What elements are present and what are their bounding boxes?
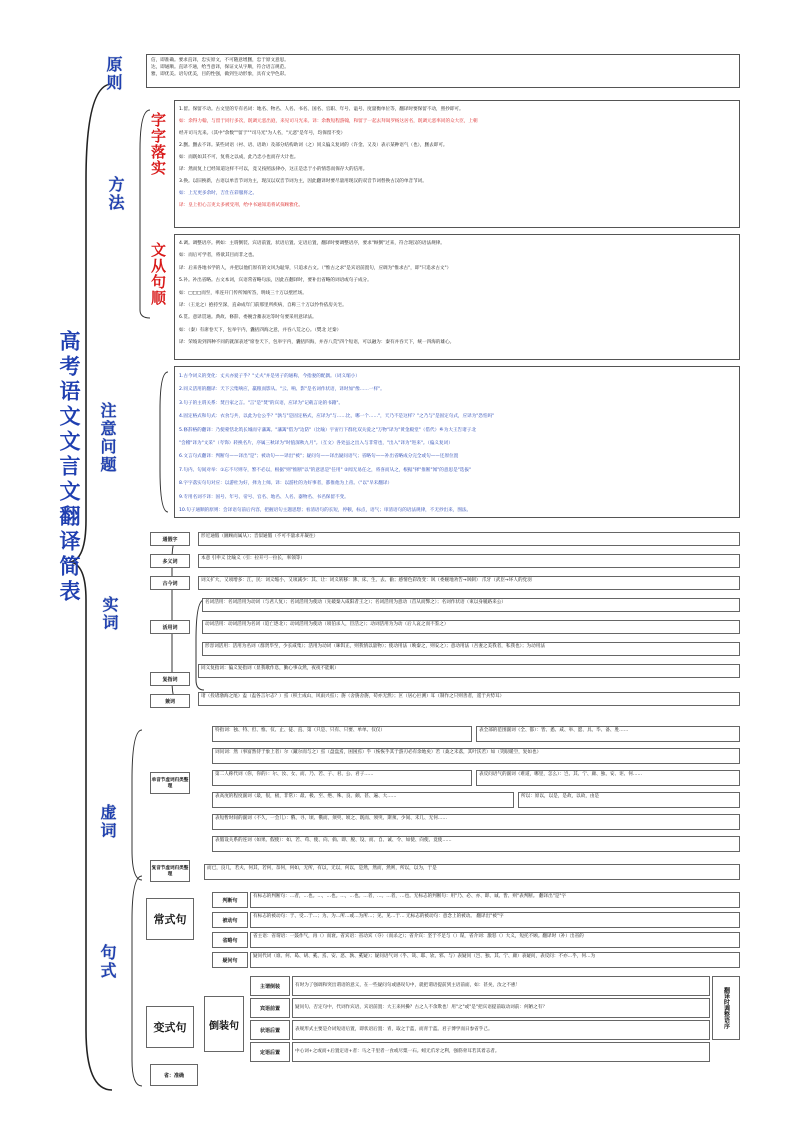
- note-line: 6.文言句式翻译：判断句——译出"是"；被动句——译出"被"；疑问句——译出疑问语气；省略句——补出省略成分完全或句——还原位置: [179, 454, 459, 460]
- sp-type-yiwen: 疑问句: [212, 952, 248, 968]
- cw-row: 本意 引申义 比喻义（引：拉开弓一拉长，率领等）: [198, 554, 740, 568]
- section-sentence-patterns: 句式: [98, 944, 117, 980]
- method-line: 译：（王龙之）抱持至深，直命成年门前那里所疾病，自称三十万以怜怜依房关宅。: [179, 303, 347, 309]
- sp-inv-type: 宾语前置: [250, 998, 290, 1018]
- principle-box: [146, 54, 740, 88]
- sp-inv-row: 有时为了强调和突出谓语的意义，在一些疑问句或感叹句中，就把谓语提前到主语前面，如：甚矣，汝之不惠！: [292, 976, 710, 996]
- cw-row: 同义复指词：偏义复指词（显我歌作息，勤心事众然，夜夜不能眠）: [198, 664, 740, 678]
- method-line: 经开司马光来。（其中"余数""留于""司马光"为人名，"元恶"是年号，均保留不变）: [179, 131, 346, 136]
- method-line: 5.补。补出省略。古文本词，宾语常省略句法，因此在翻译时，要补出省略的词语或句子成分。: [179, 278, 372, 284]
- method-line: 译：皇上担心言吏太多被受刑，给中书通知追将试探顾雅化。: [179, 203, 304, 208]
- method-line: 2.删。删去不译。某些词语（衬、语、语助）及部分结构助词（之）同义偏义复词的（许金、又及）表示某种语气（也），删去即可。: [179, 143, 448, 148]
- sp-inv-type: 定语后置: [250, 1042, 290, 1062]
- fw-row: 词问词：然（事富然待于象上者）尔（蹴尔而与之）焉（盘盘焉，困困焉）乎（恢恢乎其于游刃必有余地矣）若（桑之未落，其叶沃若）如（笑眼暖空，复如也）: [212, 748, 740, 764]
- note-line: 8.字字落实句句对应：以游杜为好，择为上师。译：以游杜的为好事者，都推他为上帝。（"以"早未翻译）: [179, 481, 393, 487]
- method-line: 如：□□□而至，率连开门传所闻所答，明线三十万以壁匠场。: [179, 290, 307, 296]
- sp-row: 疑问代词（谁、何、曷、胡、奚、焉、安、恶、孰、奚疑）；疑问语气词（乎、哉、耶、欤、邪、与）表疑问（岂、独、其、宁、庸）表疑问，表反问：不亦…乎，何…为: [250, 952, 740, 968]
- method-literal-box: [174, 100, 740, 228]
- method-free-box: [174, 234, 740, 360]
- cw-row: 形容词活用：活用为名词（群贤毕至，少长咸集）；活用为动词（咪饵正，则我情以量物）；使动用法（映秦之，则安之）；意动用法（吾妻之美我者，私我也）；为动用法: [202, 642, 740, 656]
- notes-box: [174, 366, 740, 518]
- fw-row: 表全部的范围副词（全、都）：皆、悉、咸、举、愿、具、毕、备、胜……: [476, 726, 740, 742]
- note-line: 9.专用名词不译：国号、年号、帝号、官名、地名、人名、器物名、书名保留不变。: [179, 494, 349, 500]
- sp-inv-row: 疑问句、否定句中，代词作宾语，宾语前置：大王来何操？古之人不余欺也！用"之"或"是"把宾语提前取动词前：何陋之有？: [292, 998, 710, 1018]
- principle-line: 达，即通顺。直译不通，给当意译，保证文从字顺，符合语言规范。: [151, 65, 289, 71]
- sp-inverted-sub: 倒装句: [204, 996, 244, 1052]
- sp-type-panduan: 判断句: [212, 892, 248, 908]
- cw-label-fuzhi: 复指词: [150, 672, 190, 686]
- cw-row: 形近通假（圜顾而属从）；音似通假（不可不量求开凝往）: [198, 532, 740, 546]
- method-line: 6.贯。意译贯通。典故、修辞、委婉含蓄表达等时句要采用意译法。: [179, 315, 317, 321]
- method-line: 如：而既如其不可，复将之以成，此乃忠小也而存大计也。: [179, 155, 299, 160]
- note-line: 7.句内、句间对举：①忘不尽则夺，繁不必以，根据"则"推断"以"的意思是"任用" ②闻无易任之，将喜而从之，根据"择"推断"闻"的意思是"选拔": [179, 467, 472, 473]
- method-line: 如：而后可学者，将欲其目而非之也。: [179, 253, 258, 259]
- method-line: 如：余得力翰，与留于同行多次，既调元恶出庭，来见司马光来。译：余数短程游翰，和留于一起去拜谒罗杨这居名，既调元恶率同的众大臣，上朝: [179, 119, 478, 124]
- fw-group2-label: 复音节虚词归类整理: [150, 860, 190, 882]
- fw-row: 特指词：独、特、但、惟、仅、止、徒、直、第（只是、只有、只要、单单、仅仅）: [212, 726, 472, 742]
- sp-inv-type: 主谓倒装: [250, 976, 290, 996]
- method-literal-label: 字字落实: [149, 112, 167, 176]
- fw-row: 所以：原以，以是，是故，以故，由是: [518, 792, 740, 808]
- method-line: 译：然而复上已经知道这样不可以，竟又按照法律办，这正是忠于小的情怨而保存大的信用。: [179, 167, 368, 172]
- cw-label-duoyi: 多义词: [150, 554, 190, 568]
- sp-row: 有标志的判断句：…者，…也。…，…也。…，…也。…者，…。…者，…也。无标志的判断句：用"乃、必、亦、即、诚、皆、则"表判断。 翻译出"是"字: [250, 892, 740, 908]
- fw-row: 表高度的程度副词（最，很，极，非常）：最、极、至、绝、殊、良、颇、甚、遍、大……: [212, 792, 514, 808]
- sp-normal-label: 常式句: [146, 898, 194, 940]
- cw-row: 诸（投诸渤海之尾）盍（盍各言尔志？）焉（积土成山，风雨兴焉）；旃（舍旃舍旃，苟亦无然）；叵（居心叵测）耳（制作之只则善者，遥于兵势耳）: [198, 692, 740, 706]
- note-line: "会稽"译为"文采"（夸饰）转换名片，序属三秋译为"时值深秋九月"。（互文）各处虽之出入与非常也，"出入"译为"进来"。（偏义复词）: [179, 441, 453, 447]
- method-line: 4.调。调整语序。例如：主谓倒装、宾语前置、状语后置、定语后置，翻译时要调整语序，要求"顾倒"过来，符合现汉的语法规律。: [179, 241, 445, 246]
- note-line: 1.古今词义的变化：丈夫亦爱子乎？"丈夫"并是男子的通称，今指妻的配偶。（词义缩小）: [179, 374, 360, 379]
- note-line: 5.修辞格的翻译：乃使蒙恬北筑长城而守藩篱。"藩篱"借为"边防"（比喻）宇宙行下群化双关爱之"万物"译为"黄金殿堂"（借代）乡为大王告诸子北: [179, 427, 476, 433]
- method-free-label: 文从句顺: [149, 242, 167, 306]
- sp-bottom-left: 省：准确: [150, 1064, 198, 1086]
- cw-row: 动词活用：动词活用为名词（追亡逐北）；动词活用为使动（项伯杀人，臣活之）；动词活用为为动（后人哀之而不鉴之）: [202, 620, 740, 634]
- sp-inverted-label: 变式句: [146, 1006, 194, 1048]
- cw-row: 词义扩大，又项增多：江，民：词义缩小，又项减少：其、让：词义转移：沸、床、生、去、偷；感情色彩改变：讽（委婉地劝告→讽刺） 爪牙（武臣→坏人的党羽: [198, 576, 740, 590]
- fw-group1-label: 单音节虚词归类整理: [150, 772, 190, 794]
- principle-line: 雅，即优美。语句优美，目的性强，做到生动形象，具有文学色彩。: [151, 72, 289, 78]
- cw-label-tongjia: 通假字: [150, 532, 190, 546]
- sp-inv-row: 表规形式主要是介词短语后置，即状语后置：青，取之于蓝，而青于蓝。君子博学而日参省乎己。: [292, 1020, 710, 1040]
- fw-row: 表反问语气的副词（难道，哪里，怎么）：岂、其、宁、庸、独、安、讵、何……: [476, 770, 740, 786]
- sp-inv-type: 状语后置: [250, 1020, 290, 1040]
- fw-row: 表假设关系的连词（如果、假使）：如、若、苟、使、向、倘、即、脱、设、而、自、诚、令、如使、向使、竟使……: [212, 836, 740, 852]
- fw-row: 第二人称代词（你，你的）：尔、汝、女、而、乃、若、子、君、公、君子……: [212, 770, 472, 786]
- sp-row: 省主语：省谓语：一鼓作气，再（）而衰。省宾语：省动宾（夺）（而杀之）；省介宾：坚于不足与（）谋，省介词：激怒（）大义，短托不顾。翻译时（补）出省的: [250, 932, 740, 948]
- method-line: 译：荣坡说到四种不同的就深表述"席卷天下，包举宇内，囊括四海，并吞八荒"四个短语，可以融为：秦有并吞天下，统一四海的雄心。: [179, 340, 455, 346]
- section-method: 方法: [106, 176, 125, 212]
- note-line: 3.句子的主谓关系：焚百家之言。"言"是"焚"的宾语，应译为"记载言论的书籍"。: [179, 400, 344, 406]
- section-content-words: 实词: [100, 596, 119, 632]
- method-line: 如：上无更多余时，吉仕在彩服将之。: [179, 191, 258, 196]
- cw-label-gujin: 古今词: [150, 576, 190, 590]
- fw-row: 表短暂时间的副词（不久，一会儿）：俄、寻、顷、俄而、须臾、顷之、既而、须臾、斯须、少间、未几、无何……: [212, 814, 740, 830]
- method-line: 如：（秦）有席卷天下，包举宇内，囊括四海之意，并吞八荒之心。（樊北 过秦）: [179, 327, 342, 333]
- section-notes: 注意问题: [98, 402, 117, 474]
- principle-line: 信，即准确。要求直译，忠实原文，不可随意增删，忠于原文意思。: [151, 58, 289, 63]
- method-line: 1.留。保留不动。古文里的专有名词：地名、物名、人名、书名、国名、官职、年号、谥号、度量衡单位等，翻译时要保留不动，照抄即可。: [179, 107, 464, 112]
- sp-type-shenglue: 省略句: [212, 932, 248, 948]
- cw-row: 名词活用：名词活用为动词（与君人复）；名词活用为使动（先破秦入咸阳者王之）；名词活用为意动（首从而弊之）；名词作状语（束以身履路来公）: [202, 598, 740, 612]
- note-line: 2.同义活用的翻译：天下云集响应，赢粮而影从。"云、响、影"是名词作状语，译时加"像……一样"。: [179, 387, 385, 393]
- fw-row: 而已，良几，若夫，何其，若何，奈何，何如，无所，有以，无以，何以，是然，然而，然则，所以，以为，于是: [204, 864, 740, 880]
- main-title: 高考语文文言文翻译简表: [57, 330, 81, 605]
- sp-type-beidong: 被动句: [212, 912, 248, 928]
- sp-side-label: 翻译时调整语序: [712, 976, 740, 1040]
- note-line: 10.句子通顺的原则：会译语句前后内容，把握语句主题思想；看清语句的长短，停顿，标点，语气；审清语句的语法规律，不无抄出来，图法。: [179, 508, 472, 514]
- note-line: 4.固定格式和句式：衣食与共，以此为仓公乎？"孰与"是固定格式，应译为"与……比，哪一个……"，天乃不是这样？"之乃与"是固定句式，应译为"恐怕吗": [179, 414, 495, 420]
- cw-label-huoyong: 活用词: [150, 620, 190, 634]
- method-line: 译：后来各地书学的人，并把以他们原有的文风为耻辱，只追求古文。（"惟古之求"是宾语前置句，应调为"惟求古"，即"只追求古文"）: [179, 265, 452, 271]
- cw-label-jian: 兼词: [150, 694, 190, 708]
- method-line: 3.换。以旧换新，古语以单音节词为主，现汉以双音节词为主，因此翻译时要尽量用现汉的双音节词替换古汉的单音节词。: [179, 179, 427, 184]
- section-principle: 原则: [104, 56, 123, 92]
- section-function-words: 虚词: [98, 804, 117, 840]
- sp-row: 有标志的被动句：于、受…于…；为、为…所…或…为所…；见、见…于… 无标志的被动句：意念上的被动。 翻译出"被"字: [250, 912, 740, 928]
- sp-inv-row: 中心词+之或而+后置定语+者：马之千里者一食或尽粟一石。蚓无爪牙之利，强筋骨耳若其着志者。: [292, 1042, 710, 1062]
